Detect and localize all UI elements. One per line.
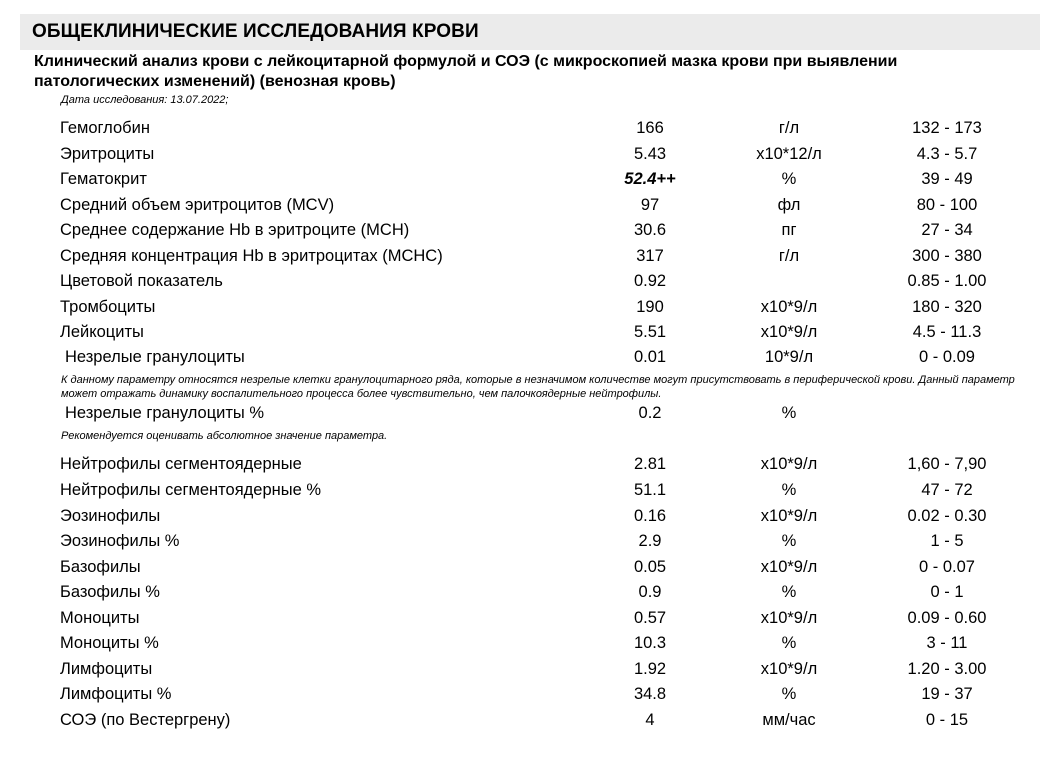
result-name: Среднее содержание Hb в эритроците (MCH) <box>60 221 410 239</box>
result-row-hematocrit <box>0 168 1045 192</box>
result-value: 0.01 <box>633 348 667 366</box>
result-row-mchc <box>0 245 1045 269</box>
result-name: Моноциты % <box>60 634 159 652</box>
result-row-monocytes <box>0 607 1045 631</box>
result-value: 97 <box>640 195 660 214</box>
result-unit: 10*9/л <box>764 348 814 366</box>
result-unit: % <box>781 634 797 652</box>
result-name: Гематокрит <box>60 170 147 188</box>
result-row-mch <box>0 219 1045 243</box>
result-name: Тромбоциты <box>60 297 156 316</box>
result-name: Лимфоциты <box>60 659 153 678</box>
result-name: Незрелые гранулоциты <box>65 348 245 366</box>
result-unit: x10*9/л <box>760 297 818 316</box>
section-title: ОБЩЕКЛИНИЧЕСКИЕ ИССЛЕДОВАНИЯ КРОВИ <box>32 21 479 42</box>
result-reference: 27 - 34 <box>921 221 973 239</box>
note-immature-granulocytes: К данному параметру относятся незрелые клетки гранулоцитарного ряда, которые в незначимом количестве могут присутствовать в периферической крови. Данный параметр может отражать динамику воспалительного процесса более чувствительно, чем палочкоядерные нейтрофилы. <box>61 374 1015 400</box>
result-value: 317 <box>636 246 664 265</box>
result-value-flagged: 52.4++ <box>624 170 676 188</box>
result-row-basophils <box>0 556 1045 580</box>
result-reference: 0.02 - 0.30 <box>907 506 987 525</box>
result-unit: % <box>781 404 797 422</box>
result-row-eosinophils <box>0 505 1045 529</box>
result-row-eosinophils-percent <box>0 530 1045 554</box>
result-reference: 1.20 - 3.00 <box>907 659 987 678</box>
result-value: 2.81 <box>633 455 667 473</box>
result-name: Базофилы <box>60 557 141 576</box>
result-reference: 0 - 0.07 <box>919 557 975 576</box>
result-reference: 4.3 - 5.7 <box>916 144 978 163</box>
result-value: 0.05 <box>633 557 667 576</box>
result-name: Средний объем эритроцитов (MCV) <box>60 195 335 214</box>
result-unit: % <box>781 685 797 703</box>
result-reference: 80 - 100 <box>916 195 978 214</box>
result-unit: г/л <box>778 119 800 137</box>
result-reference: 0 - 0.09 <box>919 348 975 366</box>
result-unit: x10*9/л <box>760 506 818 525</box>
result-name: Гемоглобин <box>60 119 150 137</box>
result-row-platelets <box>0 296 1045 320</box>
result-reference: 1,60 - 7,90 <box>907 455 987 473</box>
result-reference: 0 - 1 <box>930 583 964 601</box>
analysis-date: Дата исследования: 13.07.2022; <box>61 94 229 106</box>
result-row-segmented-neutrophils <box>0 453 1045 477</box>
result-name: Эозинофилы <box>60 506 161 525</box>
result-row-color-index <box>0 270 1045 294</box>
result-value: 34.8 <box>633 685 667 703</box>
result-reference: 3 - 11 <box>926 634 968 652</box>
result-unit: x10*12/л <box>756 144 822 163</box>
result-reference: 39 - 49 <box>921 170 973 188</box>
result-name: Базофилы % <box>60 583 160 601</box>
result-value: 0.2 <box>638 404 662 422</box>
result-unit: x10*9/л <box>760 557 818 576</box>
result-unit: фл <box>777 195 801 214</box>
result-value: 5.43 <box>633 144 667 163</box>
result-unit: % <box>781 583 797 601</box>
result-name: Средняя концентрация Hb в эритроцитах (MCHC) <box>60 246 443 265</box>
result-value: 0.9 <box>638 583 662 601</box>
result-name: Нейтрофилы сегментоядерные <box>60 455 302 473</box>
result-unit: % <box>781 532 797 550</box>
result-unit: % <box>781 170 797 188</box>
result-reference: 132 - 173 <box>912 119 982 137</box>
result-row-immature-granulocytes-percent <box>0 402 1045 426</box>
result-value: 4 <box>645 710 655 729</box>
result-reference: 19 - 37 <box>921 685 973 703</box>
result-unit: x10*9/л <box>760 323 818 341</box>
result-name: Цветовой показатель <box>60 272 223 290</box>
result-unit: x10*9/л <box>760 659 818 678</box>
result-unit: пг <box>781 221 797 239</box>
result-reference: 180 - 320 <box>912 297 982 316</box>
result-row-hemoglobin <box>0 117 1045 141</box>
result-unit: % <box>781 481 797 499</box>
result-row-leukocytes <box>0 321 1045 345</box>
result-value: 0.57 <box>633 608 667 627</box>
analysis-title: Клинический анализ крови с лейкоцитарной формулой и СОЭ (с микроскопией мазка крови при выявлении патологических изменений) (венозная кровь) <box>34 53 898 90</box>
result-reference: 0 - 15 <box>925 710 969 729</box>
result-row-immature-granulocytes <box>0 346 1045 370</box>
result-reference: 300 - 380 <box>912 246 982 265</box>
result-value: 30.6 <box>633 221 667 239</box>
result-unit: x10*9/л <box>760 608 818 627</box>
result-value: 1.92 <box>633 659 667 678</box>
result-value: 10.3 <box>633 634 667 652</box>
result-value: 166 <box>636 119 664 137</box>
result-reference: 1 - 5 <box>930 532 964 550</box>
note-immature-granulocytes-percent: Рекомендуется оценивать абсолютное значение параметра. <box>61 430 388 442</box>
result-row-segmented-neutrophils-percent <box>0 479 1045 503</box>
result-name: Эритроциты <box>60 144 155 163</box>
result-row-monocytes-percent <box>0 632 1045 656</box>
result-reference: 47 - 72 <box>921 481 973 499</box>
result-reference: 4.5 - 11.3 <box>912 323 982 341</box>
result-row-lymphocytes-percent <box>0 683 1045 707</box>
result-row-basophils-percent <box>0 581 1045 605</box>
result-name: Лейкоциты <box>60 323 144 341</box>
result-unit: г/л <box>778 246 800 265</box>
result-row-erythrocytes <box>0 143 1045 167</box>
result-row-esr <box>0 709 1045 733</box>
result-name: Нейтрофилы сегментоядерные % <box>60 481 322 499</box>
result-unit: x10*9/л <box>760 455 818 473</box>
result-reference: 0.85 - 1.00 <box>907 272 987 290</box>
result-name: Незрелые гранулоциты % <box>65 404 265 422</box>
result-value: 51.1 <box>633 481 667 499</box>
result-value: 2.9 <box>638 532 662 550</box>
result-unit: мм/час <box>762 710 816 729</box>
section-header <box>20 14 1040 50</box>
result-name: СОЭ (по Вестергрену) <box>60 710 231 729</box>
result-row-mcv <box>0 194 1045 218</box>
result-value: 5.51 <box>633 323 667 341</box>
result-value: 190 <box>636 297 664 316</box>
result-name: Моноциты <box>60 608 140 627</box>
result-value: 0.16 <box>633 506 667 525</box>
result-name: Эозинофилы % <box>60 532 180 550</box>
result-name: Лимфоциты % <box>60 685 172 703</box>
result-row-lymphocytes <box>0 658 1045 682</box>
result-reference: 0.09 - 0.60 <box>907 608 987 627</box>
result-value: 0.92 <box>633 272 667 290</box>
